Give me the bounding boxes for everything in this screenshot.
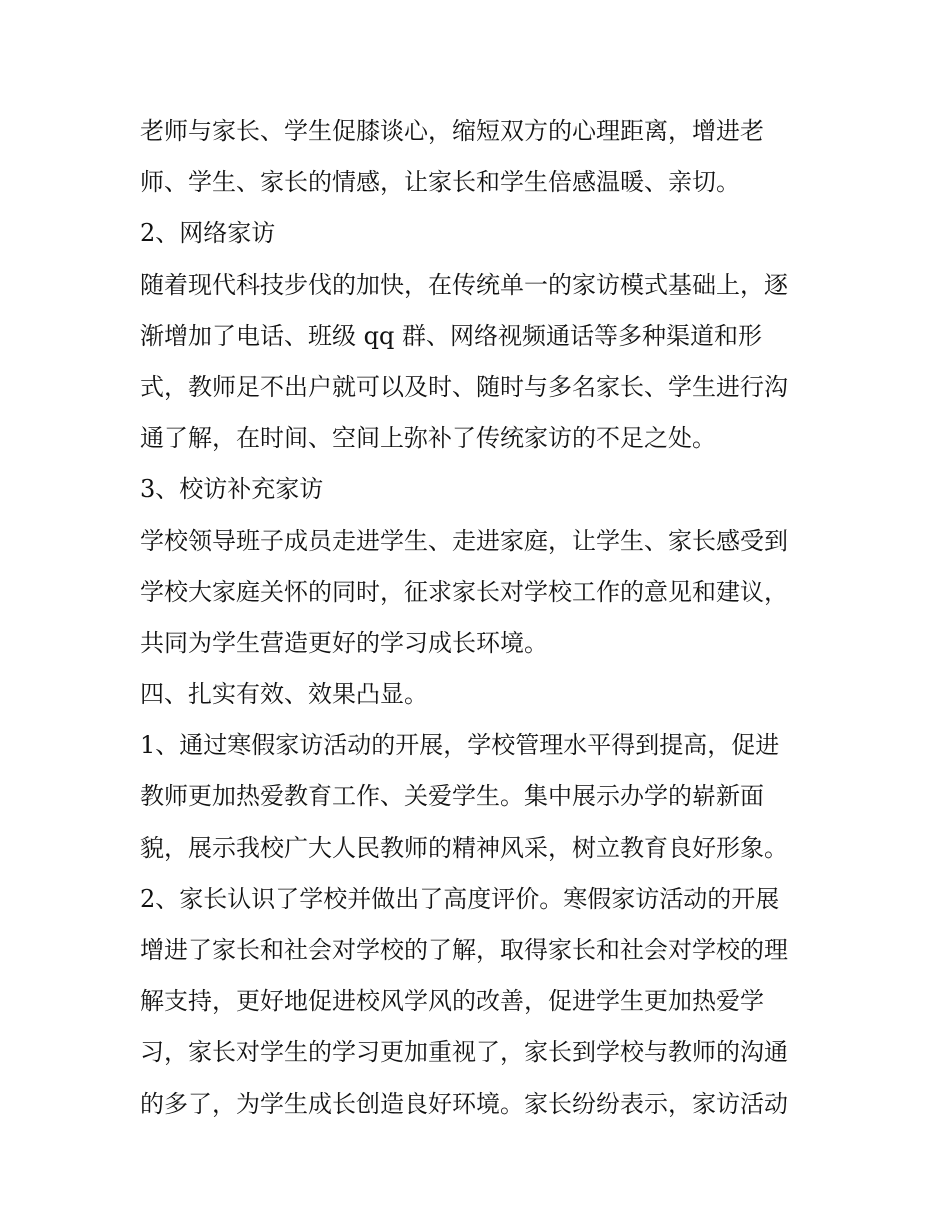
text-line: 通了解，在时间、空间上弥补了传统家访的不足之处。 [140,424,716,453]
text-line: 渐增加了电话、班级 qq 群、网络视频通话等多种渠道和形 [140,321,762,350]
text-line: 的多了，为学生成长创造良好环境。家长纷纷表示，家访活动 [140,1089,788,1118]
text-line: 学校领导班子成员走进学生、走进家庭，让学生、家长感受到 [140,526,788,555]
text-line: 解支持，更好地促进校风学风的改善，促进学生更加热爱学 [140,987,764,1016]
chapter-heading: 四、扎实有效、效果凸显。 [140,680,428,709]
body-text [140,106,820,1130]
text-line: 学校大家庭关怀的同时，征求家长对学校工作的意见和建议， [140,577,788,606]
text-line: 2、家长认识了学校并做出了高度评价。寒假家访活动的开展 [140,884,780,913]
section-heading: 3、校访补充家访 [140,475,324,504]
text-line: 1、通过寒假家访活动的开展，学校管理水平得到提高，促进 [140,731,780,760]
text-line: 共同为学生营造更好的学习成长环境。 [140,628,548,657]
text-line: 师、学生、家长的情感，让家长和学生倍感温暖、亲切。 [140,168,740,197]
text-line: 老师与家长、学生促膝谈心，缩短双方的心理距离，增进老 [140,117,764,145]
text-line: 教师更加热爱教育工作、关爱学生。集中展示办学的崭新面 [140,782,764,811]
text-line: 增进了家长和社会对学校的了解，取得家长和社会对学校的理 [140,936,788,964]
text-line: 式，教师足不出户就可以及时、随时与多名家长、学生进行沟 [140,372,788,401]
section-heading: 2、网络家访 [140,219,276,248]
text-line: 貌，展示我校广大人民教师的精神风采，树立教育良好形象。 [140,833,788,862]
text-line: 习，家长对学生的学习更加重视了，家长到学校与教师的沟通 [140,1038,788,1067]
text-line: 随着现代科技步伐的加快，在传统单一的家访模式基础上，逐 [140,270,788,299]
